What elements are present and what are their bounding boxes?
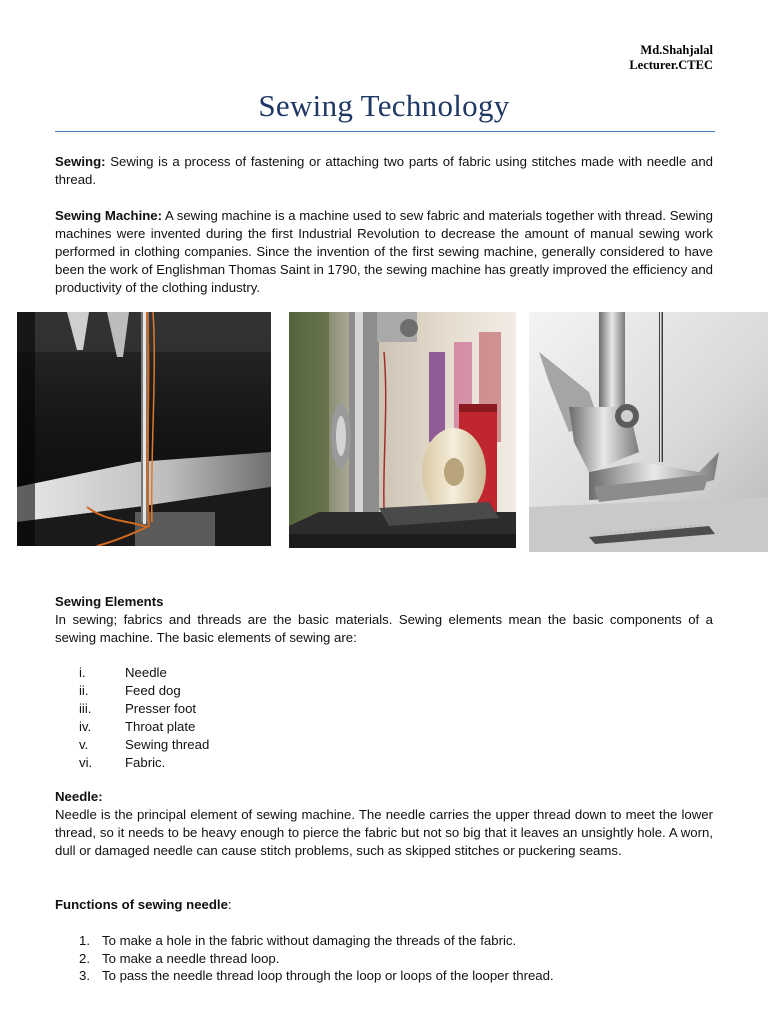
title-underline [55,131,715,132]
sewing-machine-text: A sewing machine is a machine used to sew fabric and materials together with thread. Sewing machines were invented during the first Industrial Revolution to decrease the amount of manual sewing work performed in clothing companies. Since the invention of the first sewing machine, generally considered to have been the work of Englishman Thomas Saint in 1790, the sewing machine has greatly improved the efficiency and productivity of the clothing industry. [55,208,713,295]
sewing-machine-definition [55,207,713,297]
sewing-definition [55,153,713,189]
list-item: 1. To make a hole in the fabric without damaging the threads of the fabric. [79,933,517,948]
thread-spool-machine-photo [289,312,516,548]
sewing-machine-term: Sewing Machine: [55,208,163,223]
list-item: 2. To make a needle thread loop. [79,950,280,966]
needle-heading: Needle: [55,789,103,804]
list-item: 3. To pass the needle thread loop through the loop or loops of the looper thread. [79,968,554,983]
sewing-elements-heading: Sewing Elements [55,594,164,609]
functions-heading: Functions of sewing needle: [55,897,232,912]
author-name: Md.Shahjalal [640,43,713,57]
author-title: Lecturer.CTEC [629,58,713,72]
list-item: ii. Feed dog [79,683,181,698]
list-item: iii. Presser foot [79,701,197,716]
list-item: iv. Throat plate [79,719,196,734]
presser-foot-photo [529,312,768,552]
list-item: i. Needle [79,665,167,680]
sewing-text: Sewing is a process of fastening or attaching two parts of fabric using stitches made with needle and thread. [55,154,713,187]
list-item: vi. Fabric. [79,755,166,770]
list-item: v. Sewing thread [79,737,210,752]
author-block [629,43,713,73]
sewing-term: Sewing: [55,154,106,169]
needle-functions-list [55,932,695,985]
sewing-elements-list [55,664,655,772]
needle-thread-photo [17,312,271,546]
needle-description: Needle is the principal element of sewing machine. The needle carries the upper thread down to meet the lower thread, so it needs to be heavy enough to pierce the fabric but not so big that it leaves an unsightly hole. A worn, dull or damaged needle can cause stitch problems, such as skipped stitches or puckering seams. [55,807,713,858]
page-title: Sewing Technology [258,88,510,123]
sewing-elements-intro: In sewing; fabrics and threads are the basic materials. Sewing elements mean the basic components of a sewing machine. The basic elements of sewing are: [55,612,713,645]
